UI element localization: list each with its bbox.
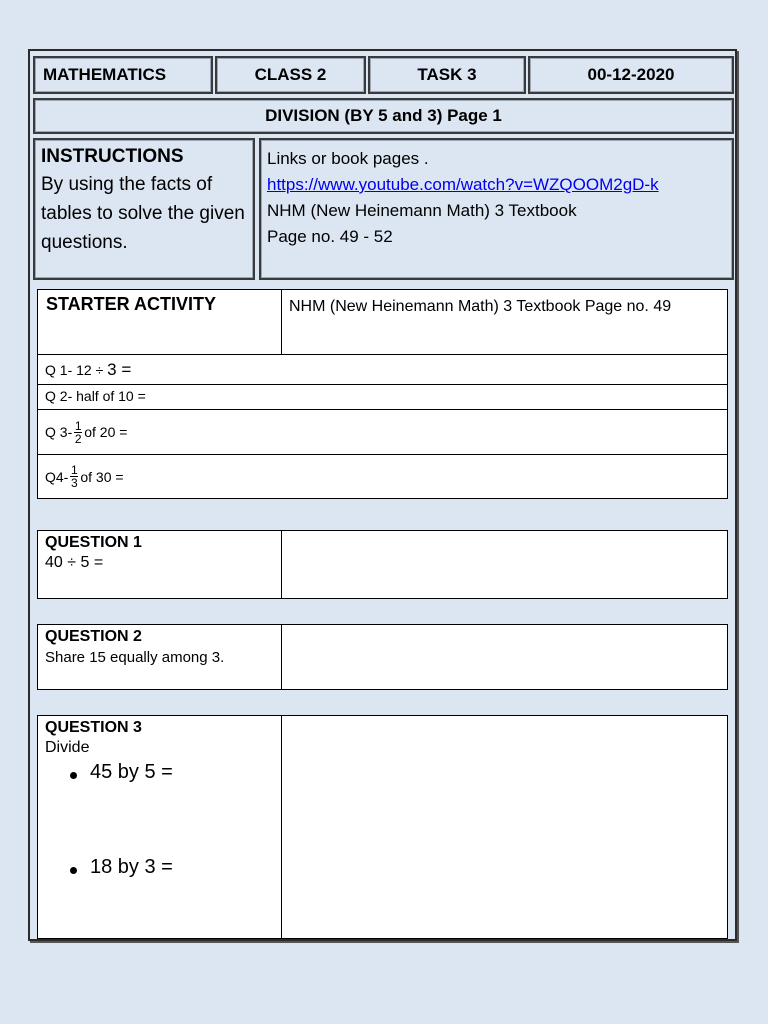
subject-cell [33, 56, 213, 94]
instructions-title: INSTRUCTIONS [41, 146, 184, 167]
question-3-item: 18 by 3 = [38, 856, 274, 879]
question-3-text: Divide [45, 739, 90, 756]
starter-reference: NHM (New Heinemann Math) 3 Textbook Page no. 49 [289, 298, 672, 315]
fraction-numerator: 1 [71, 463, 78, 477]
starter-q2 [37, 384, 728, 410]
starter-q4 [37, 454, 728, 499]
instructions-body: By using the facts of tables to solve the given questions. [41, 174, 245, 253]
starter-title: STARTER ACTIVITY [46, 294, 216, 314]
topic-title: DIVISION (BY 5 and 3) Page 1 [265, 106, 502, 125]
question-3-cell [37, 715, 282, 939]
fraction-denominator: 2 [74, 431, 82, 446]
question-2-text: Share 15 equally among 3. [45, 649, 225, 666]
starter-q3 [37, 409, 728, 455]
starter-q2-text: Q 2- half of 10 = [45, 388, 146, 404]
question-1-answer[interactable] [281, 530, 728, 599]
question-1-title: QUESTION 1 [45, 534, 142, 551]
fraction-half [74, 420, 82, 445]
worksheet [28, 49, 737, 941]
task-label: TASK 3 [417, 65, 477, 84]
textbook-name: NHM (New Heinemann Math) 3 Textbook [267, 201, 577, 220]
task-cell [368, 56, 526, 94]
links-cell [259, 138, 734, 280]
question-2-answer[interactable] [281, 624, 728, 690]
instructions-cell [33, 138, 255, 280]
links-title: Links or book pages . [267, 149, 429, 168]
starter-q4-suffix: of 30 = [80, 468, 124, 485]
subject-label: MATHEMATICS [43, 65, 167, 84]
class-cell [215, 56, 366, 94]
starter-reference-cell [281, 289, 728, 355]
question-3-item: 45 by 5 = [38, 761, 274, 784]
question-2-title: QUESTION 2 [45, 628, 142, 645]
question-2-cell [37, 624, 282, 690]
starter-title-cell [37, 289, 282, 355]
question-1-cell [37, 530, 282, 599]
starter-q3-prefix: Q 3- [45, 424, 73, 440]
starter-q4-prefix: Q4- [45, 468, 69, 485]
class-label: CLASS 2 [254, 65, 327, 84]
question-3-title: QUESTION 3 [45, 719, 142, 736]
fraction-numerator: 1 [74, 418, 82, 433]
date-label: 00-12-2020 [587, 65, 675, 84]
starter-q1 [37, 354, 728, 385]
textbook-pages: Page no. 49 - 52 [267, 227, 393, 246]
topic-cell [33, 98, 734, 134]
fraction-third [70, 464, 78, 489]
date-cell [528, 56, 734, 94]
question-3-list [38, 761, 274, 879]
starter-q3-suffix: of 20 = [84, 424, 128, 440]
starter-q1-prefix: Q 1- 12 ÷ [45, 362, 108, 378]
starter-q1-suffix: 3 = [107, 360, 132, 379]
question-1-text: 40 ÷ 5 = [45, 554, 104, 571]
youtube-link[interactable]: https://www.youtube.com/watch?v=WZQOOM2gD-k [267, 175, 659, 194]
fraction-denominator: 3 [71, 476, 78, 490]
question-3-answer[interactable] [281, 715, 728, 939]
